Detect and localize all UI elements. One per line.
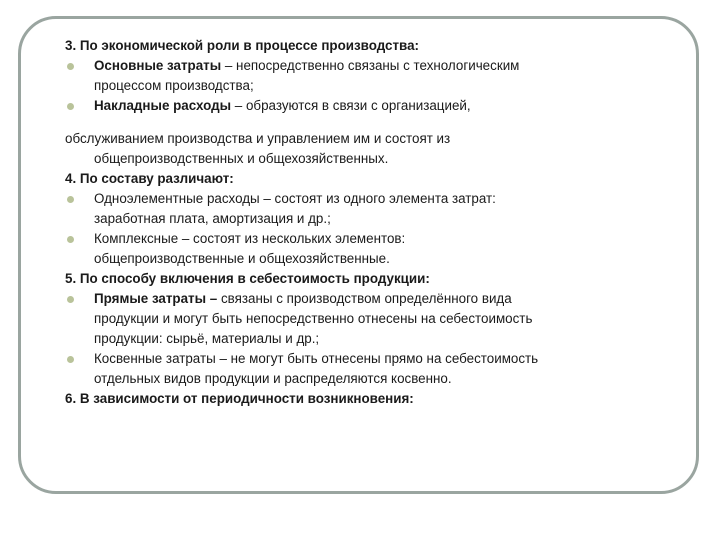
list-item-continuation: процессом производства; [94, 78, 254, 93]
section-5-heading: 5. По способу включения в себестоимость продукции: [65, 271, 430, 286]
list-item: Накладные расходы – образуются в связи с организацией, [65, 96, 665, 116]
list-item-continuation: заработная плата, амортизация и др.; [94, 211, 331, 226]
list-item: Комплексные – состоят из нескольких элементов: [65, 229, 665, 249]
list-item: Основные затраты – непосредственно связаны с технологическим [65, 56, 665, 76]
list-item-continuation: продукции и могут быть непосредственно отнесены на себестоимость [94, 311, 533, 326]
term-bold: Основные затраты [94, 58, 222, 73]
list-item-continuation: отдельных видов продукции и распределяются косвенно. [94, 371, 452, 386]
bullet-icon [67, 63, 74, 70]
paragraph-line: общепроизводственных и общехозяйственных. [94, 151, 389, 166]
list-item-continuation: общепроизводственные и общехозяйственные. [94, 251, 390, 266]
term-bold: Накладные расходы [94, 98, 232, 113]
bullet-icon [67, 236, 74, 243]
list-item: Одноэлементные расходы – состоят из одного элемента затрат: [65, 189, 665, 209]
list-item-continuation: продукции: сырьё, материалы и др.; [94, 331, 320, 346]
paragraph-line: обслуживанием производства и управлением им и состоят из [65, 131, 451, 146]
section-4-heading: 4. По составу различают: [65, 171, 234, 186]
term-bold: Прямые затраты – [94, 291, 218, 306]
spacer [65, 116, 665, 129]
bullet-icon [67, 196, 74, 203]
list-item: Прямые затраты – связаны с производством определённого вида [65, 289, 665, 309]
slide-content [65, 36, 665, 409]
section-3-heading: 3. По экономической роли в процессе производства: [65, 38, 420, 53]
bullet-icon [67, 296, 74, 303]
bullet-icon [67, 356, 74, 363]
bullet-icon [67, 103, 74, 110]
section-6-heading: 6. В зависимости от периодичности возникновения: [65, 391, 414, 406]
list-item: Косвенные затраты – не могут быть отнесены прямо на себестоимость [65, 349, 665, 369]
